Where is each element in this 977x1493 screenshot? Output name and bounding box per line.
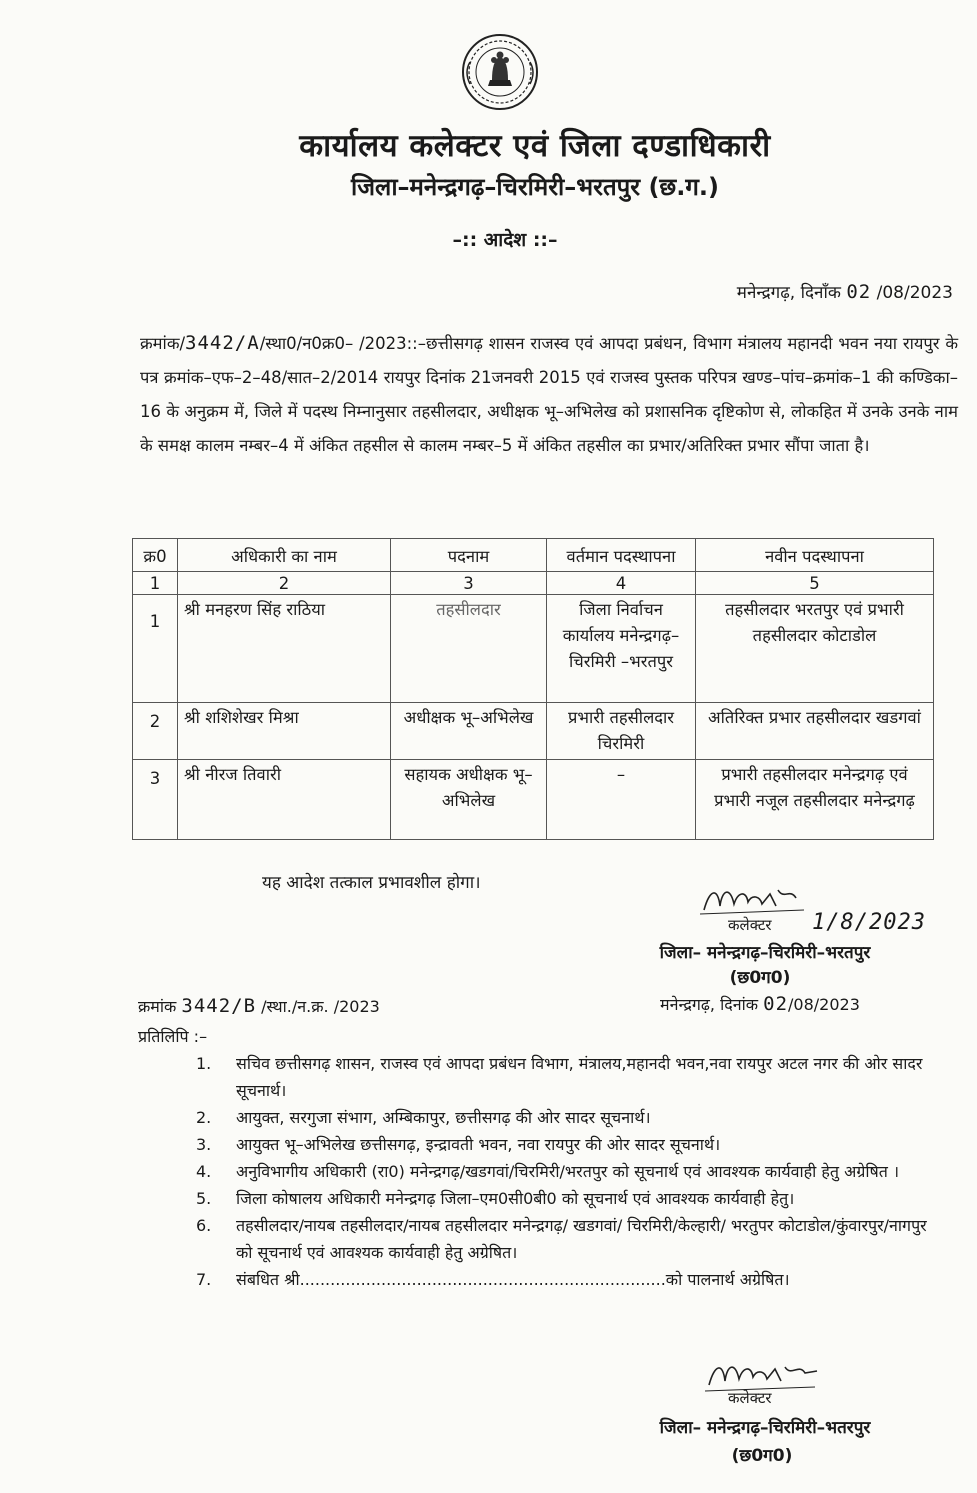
list-item — [196, 1158, 936, 1185]
order-place-date-label: मनेन्द्रगढ़, दिनाँक — [736, 283, 841, 303]
col-number: 2 — [178, 572, 391, 595]
col-number: 4 — [547, 572, 696, 595]
row-new-posting: प्रभारी तहसीलदार मनेन्द्रगढ़ एवं प्रभारी नजूल तहसीलदार मनेन्द्रगढ़ — [696, 760, 934, 840]
copy-ref-handwritten: 3442/B — [181, 995, 257, 1017]
list-item-text: अनुविभागीय अधिकारी (रा0) मनेन्द्रगढ़/खडगवां/चिरमिरी/भरतपुर को सूचनार्थ एवं आवश्यक कार्यवाही हेतु अग्रेषित । — [236, 1162, 900, 1181]
list-item-number: 1. — [196, 1054, 212, 1073]
list-item-text: आयुक्त, सरगुजा संभाग, अम्बिकापुर, छत्तीसगढ़ की ओर सादर सूचनार्थ। — [236, 1108, 651, 1127]
signature-1-handwritten-date: 1/8/2023 — [812, 910, 926, 935]
copy-ref-line — [138, 995, 380, 1017]
list-item-text: सचिव छत्तीसगढ़ शासन, राजस्व एवं आपदा प्रबंधन विभाग, मंत्रालय,महानदी भवन,नवा रायपुर अटल नगर की ओर सादर सूचनार्थ। — [236, 1054, 923, 1100]
order-date-handwritten: 02 — [846, 281, 872, 303]
copy-place-date-label: मनेन्द्रगढ़, दिनांक — [660, 995, 759, 1014]
row-current-posting: जिला निर्वाचन कार्यालय मनेन्द्रगढ़–चिरमिरी –भरतपुर — [547, 595, 696, 703]
chhattisgarh-emblem-seal — [460, 22, 540, 122]
row-name: श्री शशिशेखर मिश्रा — [178, 703, 391, 760]
copy-ref-rest: /स्था./न.क्र. /2023 — [261, 997, 380, 1016]
col-header-designation: पदनाम — [391, 539, 547, 572]
signature-1-district: जिला– मनेन्द्रगढ़–चिरमिरी–भरतपुर — [659, 943, 871, 963]
copy-recipients-list — [196, 1050, 936, 1293]
list-item-number: 5. — [196, 1189, 212, 1208]
order-ref-prefix: क्रमांक/ — [140, 334, 186, 353]
row-current-posting: प्रभारी तहसीलदार चिरमिरी — [547, 703, 696, 760]
table-row — [133, 595, 934, 703]
signature-2-title: कलेक्टर — [728, 1389, 772, 1407]
row-new-posting: अतिरिक्त प्रभार तहसीलदार खडगवां — [696, 703, 934, 760]
copy-date-rest: /08/2023 — [788, 995, 860, 1014]
copy-to-label: प्रतिलिपि :– — [138, 1027, 208, 1046]
row-designation: तहसीलदार — [391, 595, 547, 703]
table-column-number-row — [133, 572, 934, 595]
copy-ref-prefix: क्रमांक — [138, 997, 177, 1016]
table-header-row — [133, 539, 934, 572]
list-item — [196, 1266, 936, 1293]
col-number: 3 — [391, 572, 547, 595]
signature-2-district: जिला– मनेन्द्रगढ़–चिरमिरी–भतरपुर — [659, 1418, 871, 1438]
order-date-rest: /08/2023 — [876, 283, 953, 303]
list-item-number: 7. — [196, 1270, 212, 1289]
row-designation: सहायक अधीक्षक भू–अभिलेख — [391, 760, 547, 840]
effective-immediately-text: यह आदेश तत्काल प्रभावशील होगा। — [262, 873, 481, 893]
signature-1-state: (छ0ग0) — [729, 968, 791, 988]
col-number: 5 — [696, 572, 934, 595]
row-designation: अधीक्षक भू–अभिलेख — [391, 703, 547, 760]
list-item-number: 4. — [196, 1162, 212, 1181]
district-heading: जिला–मनेन्द्रगढ़–चिरमिरी–भरतपुर (छ.ग.) — [351, 173, 719, 201]
col-header-sno: क्र0 — [133, 539, 178, 572]
list-item-text: जिला कोषालय अधिकारी मनेन्द्रगढ़ जिला–एम0सी0बी0 को सूचनार्थ एवं आवश्यक कार्यवाही हेतु। — [236, 1189, 795, 1208]
row-sno: 3 — [133, 760, 178, 840]
table-row — [133, 703, 934, 760]
table-row — [133, 760, 934, 840]
signature-2-state: (छ0ग0) — [731, 1446, 793, 1466]
signature-1-title: कलेक्टर — [728, 916, 772, 934]
order-heading: –:: आदेश ::– — [452, 229, 558, 251]
col-header-current-posting: वर्तमान पदस्थापना — [547, 539, 696, 572]
list-item-number: 2. — [196, 1108, 212, 1127]
list-item-number: 3. — [196, 1135, 212, 1154]
list-item-text: संबधित श्री........................................................................को पालनार्थ अग्रेषित। — [236, 1270, 790, 1289]
collector-signature-1 — [700, 880, 810, 920]
order-body-paragraph — [140, 326, 958, 463]
row-new-posting: तहसीलदार भरतपुर एवं प्रभारी तहसीलदार कोटाडोल — [696, 595, 934, 703]
order-body-text: /स्था0/न0क्र0– /2023::–छत्तीसगढ़ शासन राजस्व एवं आपदा प्रबंधन, विभाग मंत्रालय महानदी भवन नया रायपुर के पत्र क्रमांक–एफ–2–48/सात–2/2014 रायपुर दिनांक 21जनवरी 2015 एवं राजस्व पुस्तक परिपत्र खण्ड–पांच–क्रमांक–1 की कण्डिका–16 के अनुक्रम में, जिले में पदस्थ निम्नानुसार तहसीलदार, अधीक्षक भू–अभिलेख को प्रशासनिक दृष्टिकोण से, लोकहित में उनके उनके नाम के समक्ष कालम नम्बर–4 में अंकित तहसील से कालम नम्बर–5 में अंकित तहसील का प्रभार/अतिरिक्त प्रभार सौंपा जाता है। — [140, 334, 958, 455]
list-item-text: तहसीलदार/नायब तहसीलदार/नायब तहसीलदार मनेन्द्रगढ़/ खडगवां/ चिरमिरी/केल्हारी/ भरतुपर कोटाडोल/कुंवारपुर/नागपुर को सूचनार्थ एवं आवश्यक कार्यवाही हेतु अग्रेषित। — [236, 1216, 927, 1262]
posting-table — [132, 538, 934, 840]
list-item — [196, 1104, 936, 1131]
copy-date-line — [660, 993, 860, 1015]
list-item — [196, 1050, 936, 1104]
col-number: 1 — [133, 572, 178, 595]
row-name: श्री नीरज तिवारी — [178, 760, 391, 840]
list-item — [196, 1212, 936, 1266]
list-item-text: आयुक्त भू–अभिलेख छत्तीसगढ़, इन्द्रावती भवन, नवा रायपुर की ओर सादर सूचनार्थ। — [236, 1135, 721, 1154]
col-header-name: अधिकारी का नाम — [178, 539, 391, 572]
list-item-number: 6. — [196, 1216, 212, 1235]
order-ref-handwritten: 3442/A — [185, 332, 260, 354]
copy-date-handwritten: 02 — [763, 993, 789, 1015]
order-date-line — [737, 280, 953, 303]
list-item — [196, 1131, 936, 1158]
row-name: श्री मनहरण सिंह राठिया — [178, 595, 391, 703]
row-sno: 2 — [133, 703, 178, 760]
office-title: कार्यालय कलेक्टर एवं जिला दण्डाधिकारी — [299, 128, 771, 164]
col-header-new-posting: नवीन पदस्थापना — [696, 539, 934, 572]
list-item — [196, 1185, 936, 1212]
row-current-posting: – — [547, 760, 696, 840]
row-sno: 1 — [133, 595, 178, 703]
